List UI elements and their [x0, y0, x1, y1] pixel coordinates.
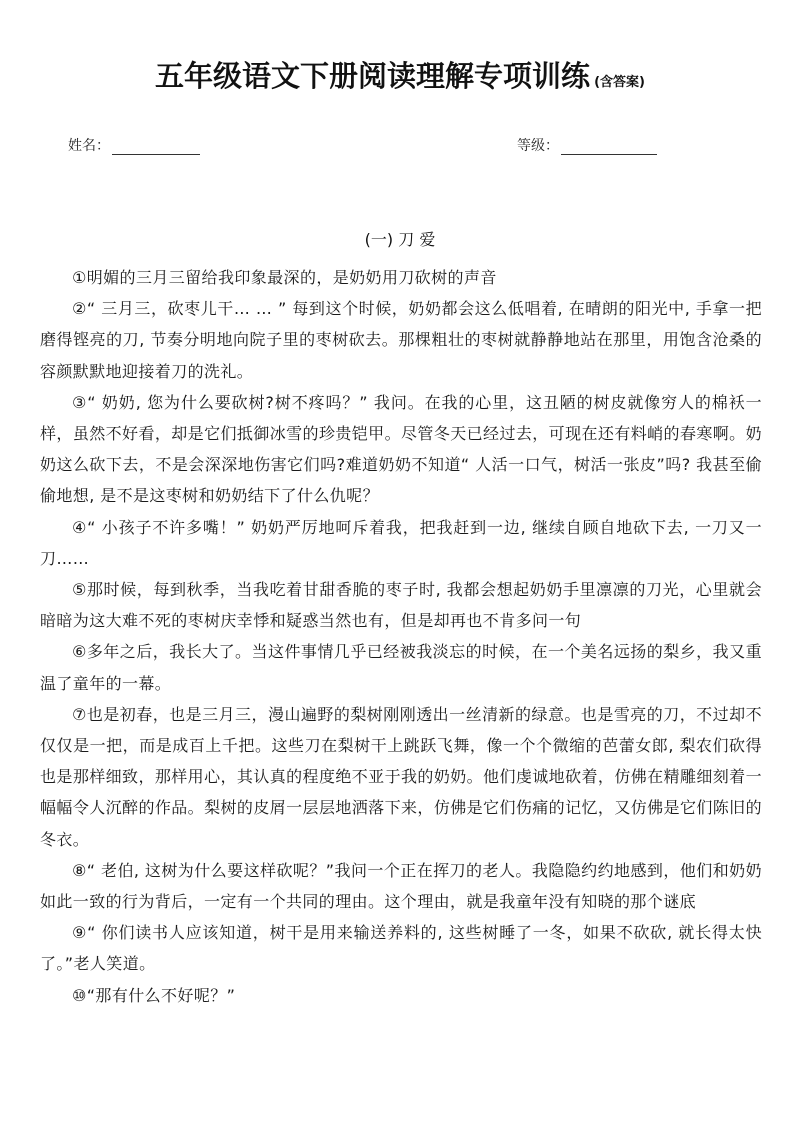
paragraph-1: ①明媚的三月三留给我印象最深的，是奶奶用刀砍树的声音: [72, 268, 497, 287]
paragraph-8: ⑧“ 老伯, 这树为什么要这样砍呢？”我问一个正在挥刀的老人。我隐隐约约地感到，他们和奶奶如此一致的行为背后，一定有一个共同的理由。这个理由，就是我童年没有知晓的那个谜底: [40, 860, 762, 912]
grade-blank-line[interactable]: [561, 140, 657, 155]
paragraph-5: ⑤那时候，每到秋季，当我吃着甘甜香脆的枣子时, 我都会想起奶奶手里凛凛的刀光，心里就会暗暗为这大难不死的枣树庆幸悸和疑惑当然也有，但是却再也不肯多问一句: [40, 580, 762, 631]
name-blank-line[interactable]: [112, 140, 200, 155]
grade-field: [517, 135, 657, 155]
paragraph-10: ⑩“那有什么不好呢？”: [72, 985, 236, 1005]
document-title: [0, 54, 800, 95]
name-field: [68, 135, 200, 155]
paragraph-6: ⑥多年之后，我长大了。当这件事情几乎已经被我淡忘的时候，在一个美名远扬的梨乡，我又重温了童年的一幕。: [40, 642, 762, 693]
paragraph-7: ⑦也是初春，也是三月三，漫山遍野的梨树刚刚透出一丝清新的绿意。也是雪亮的刀，不过却不仅仅是一把，而是成百上千把。这些刀在梨树干上跳跃飞舞，像一个个微缩的芭蕾女郎, 梨农们砍得也是那样细致，那样用心，其认真的程度绝不亚于我的奶奶。他们虔诚地砍着，仿佛在精雕细刻着一幅幅令人沉醉的作品。梨树的皮屑一层层地洒落下来，仿佛是它们伤痛的记忆，又仿佛是它们陈旧的冬衣。: [40, 704, 762, 849]
article-body: [40, 262, 762, 1011]
paragraph-2: ②“ 三月三，砍枣儿干… … ” 每到这个时候，奶奶都会这么低唱着, 在晴朗的阳光中, 手拿一把磨得铿亮的刀, 节奏分明地向院子里的枣树砍去。那棵粗壮的枣树就静静地站在那里，用饱含沧桑的容颜默默地迎接着刀的洗礼。: [40, 299, 762, 381]
section-title: (一) 刀 爱: [364, 230, 436, 249]
name-label: 姓名：: [68, 138, 110, 154]
title-subtitle: (含答案): [594, 75, 645, 90]
grade-label: 等级：: [517, 138, 559, 154]
paragraph-4: ④“ 小孩子不许多嘴！” 奶奶严厉地呵斥着我，把我赶到一边, 继续自顾自地砍下去, 一刀又一刀……: [40, 517, 762, 568]
title-main: 五年级语文下册阅读理解专项训练: [155, 59, 591, 93]
paragraph-3: ③“ 奶奶, 您为什么要砍树?树不疼吗？” 我问。在我的心里，这丑陋的树皮就像穷人的棉袄一样，虽然不好看，却是它们抵御冰雪的珍贵铠甲。尽管冬天已经过去，可现在还有料峭的春寒啊。奶奶这么砍下去，不是会深深地伤害它们吗?难道奶奶不知道“ 人活一口气，树活一张皮”吗? 我甚至偷偷地想, 是不是这枣树和奶奶结下了什么仇呢？: [40, 392, 762, 506]
paragraph-9: ⑨“ 你们读书人应该知道，树干是用来输送养料的, 这些树睡了一冬，如果不砍砍, 就长得太快了。”老人笑道。: [40, 923, 762, 974]
